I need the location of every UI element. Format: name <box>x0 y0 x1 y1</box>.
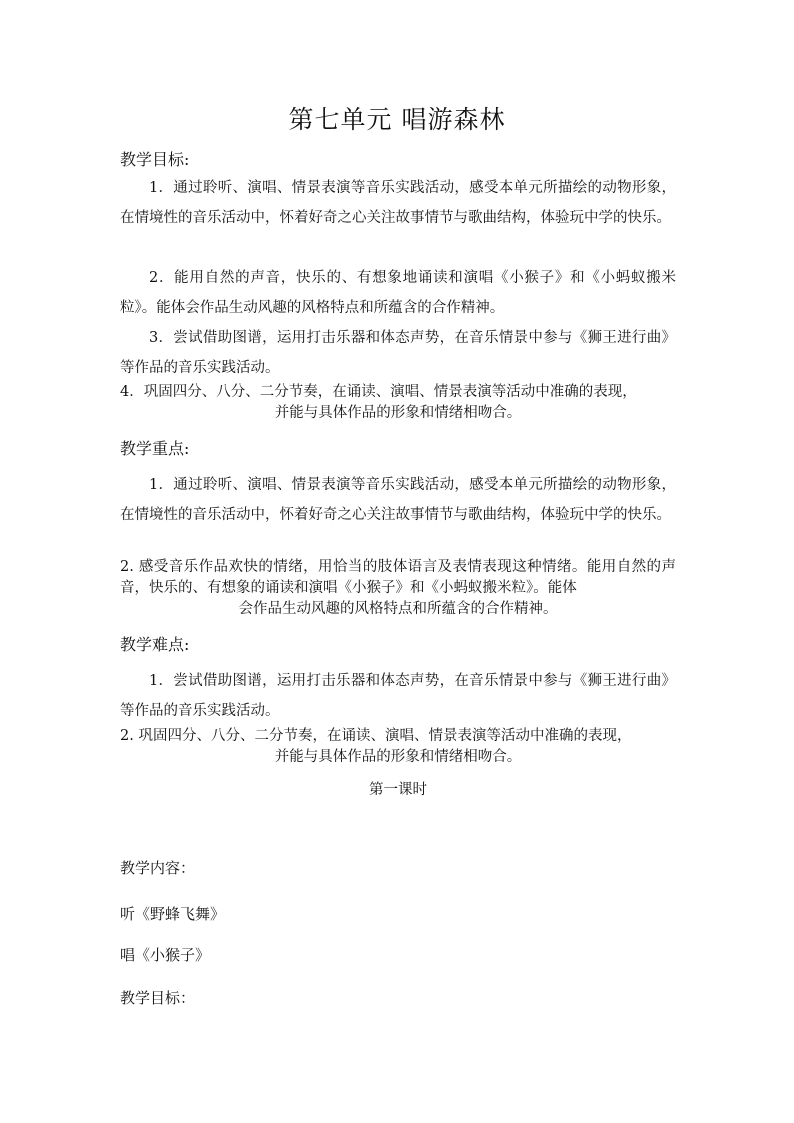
key-point-2 <box>120 557 676 620</box>
objectives-heading: 教学目标: <box>120 150 190 169</box>
objective-4 <box>120 382 676 424</box>
difficulty-2 <box>120 726 676 768</box>
sing-item: 唱《小猴子》 <box>120 946 211 964</box>
difficulty-2-line-1: 2. 巩固四分、八分、二分节奏，在诵读、演唱、情景表演等活动中准确的表现， <box>120 728 632 744</box>
difficulty-2-line-2: 并能与具体作品的形象和情绪相吻合。 <box>274 749 522 765</box>
objective-2: 2．能用自然的声音，快乐的、有想象地诵读和演唱《小猴子》和《小蚂蚁搬米粒》。能体会作品生动风趣的风格特点和所蕴含的合作精神。 <box>120 270 676 316</box>
objective-1: 1．通过聆听、演唱、情景表演等音乐实践活动，感受本单元所描绘的动物形象，在情境性的音乐活动中，怀着好奇之心关注故事情节与歌曲结构，体验玩中学的快乐。 <box>120 180 676 226</box>
objective-4-line-1: 4．巩固四分、八分、二分节奏，在诵读、演唱、情景表演等活动中准确的表现， <box>120 384 637 400</box>
key-point-2-line-2: 会作品生动风趣的风格特点和所蕴含的合作精神。 <box>238 601 558 617</box>
key-points-heading: 教学重点: <box>120 439 190 458</box>
key-point-1: 1．通过聆听、演唱、情景表演等音乐实践活动，感受本单元所描绘的动物形象，在情境性的音乐活动中，怀着好奇之心关注故事情节与歌曲结构，体验玩中学的快乐。 <box>120 477 676 523</box>
content-heading: 教学内容： <box>120 859 196 877</box>
difficulties-heading: 教学难点: <box>120 635 190 654</box>
listen-item: 听《野蜂飞舞》 <box>120 905 226 923</box>
lesson-title: 第一课时 <box>369 782 427 798</box>
difficulty-1: 1．尝试借助图谱，运用打击乐器和体态声势，在音乐情景中参与《狮王进行曲》等作品的音乐实践活动。 <box>120 673 676 719</box>
objective-4-line-2: 并能与具体作品的形象和情绪相吻合。 <box>274 405 522 421</box>
objective-3: 3．尝试借助图谱，运用打击乐器和体态声势，在音乐情景中参与《狮王进行曲》等作品的音乐实践活动。 <box>120 330 676 376</box>
key-point-2-line-1: 2. 感受音乐作品欢快的情绪，用恰当的肢体语言及表情表现这种情绪。能用自然的声音，快乐的、有想象的诵读和演唱《小猴子》和《小蚂蚁搬米粒》。能体 <box>120 559 676 596</box>
page-title: 第七单元 唱游森林 <box>288 105 506 134</box>
lesson-objectives-heading: 教学目标： <box>120 989 196 1007</box>
